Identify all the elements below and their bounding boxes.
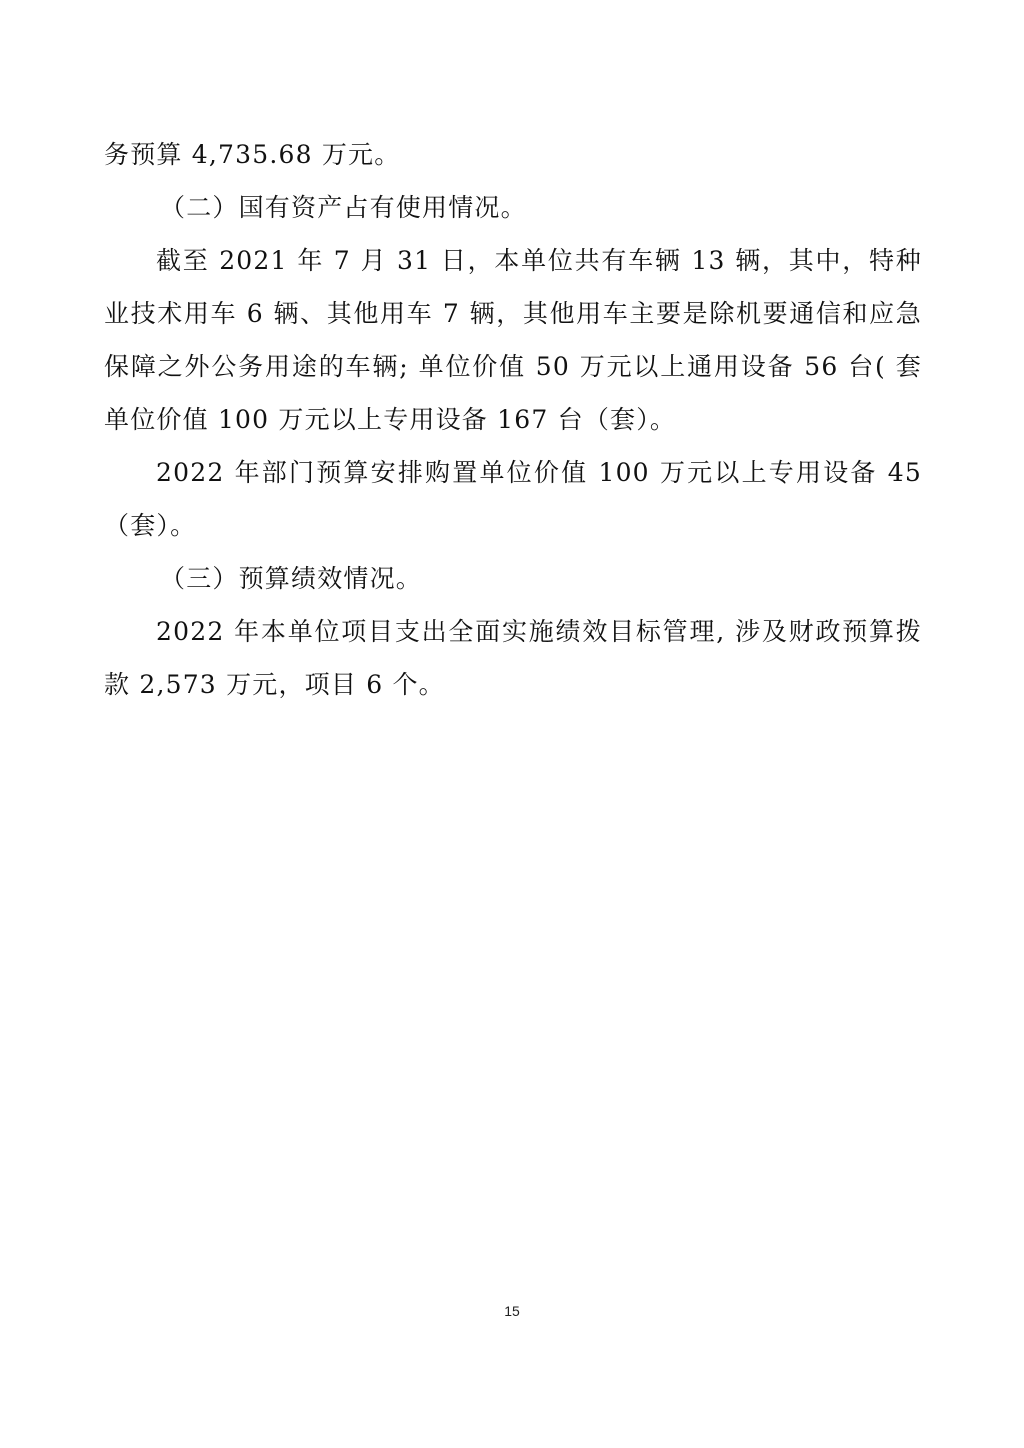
paragraph-line-continuation: 务预算 4,735.68 万元。	[104, 140, 401, 169]
paragraph-line-vehicles-1: 截至 2021 年 7 月 31 日，本单位共有车辆 13 辆，其中，特种	[156, 246, 922, 275]
paragraph-line-purchase-2: （套）。	[104, 511, 197, 540]
paragraph-line-vehicles-4: 单位价值 100 万元以上专用设备 167 台（套）。	[104, 405, 677, 434]
section-heading-performance: （三）预算绩效情况。	[160, 564, 423, 593]
paragraph-line-vehicles-2: 业技术用车 6 辆、其他用车 7 辆，其他用车主要是除机要通信和应急	[104, 299, 922, 328]
paragraph-line-performance-1: 2022 年本单位项目支出全面实施绩效目标管理, 涉及财政预算拨	[156, 617, 922, 646]
section-heading-assets: （二）国有资产占有使用情况。	[160, 193, 527, 222]
page-number: 15	[504, 1303, 520, 1319]
paragraph-line-performance-2: 款 2,573 万元，项目 6 个。	[104, 670, 445, 699]
paragraph-line-purchase-1: 2022 年部门预算安排购置单位价值 100 万元以上专用设备 45	[156, 458, 922, 487]
document-body	[104, 128, 922, 711]
paragraph-line-vehicles-3: 保障之外公务用途的车辆; 单位价值 50 万元以上通用设备 56 台( 套	[104, 352, 922, 381]
